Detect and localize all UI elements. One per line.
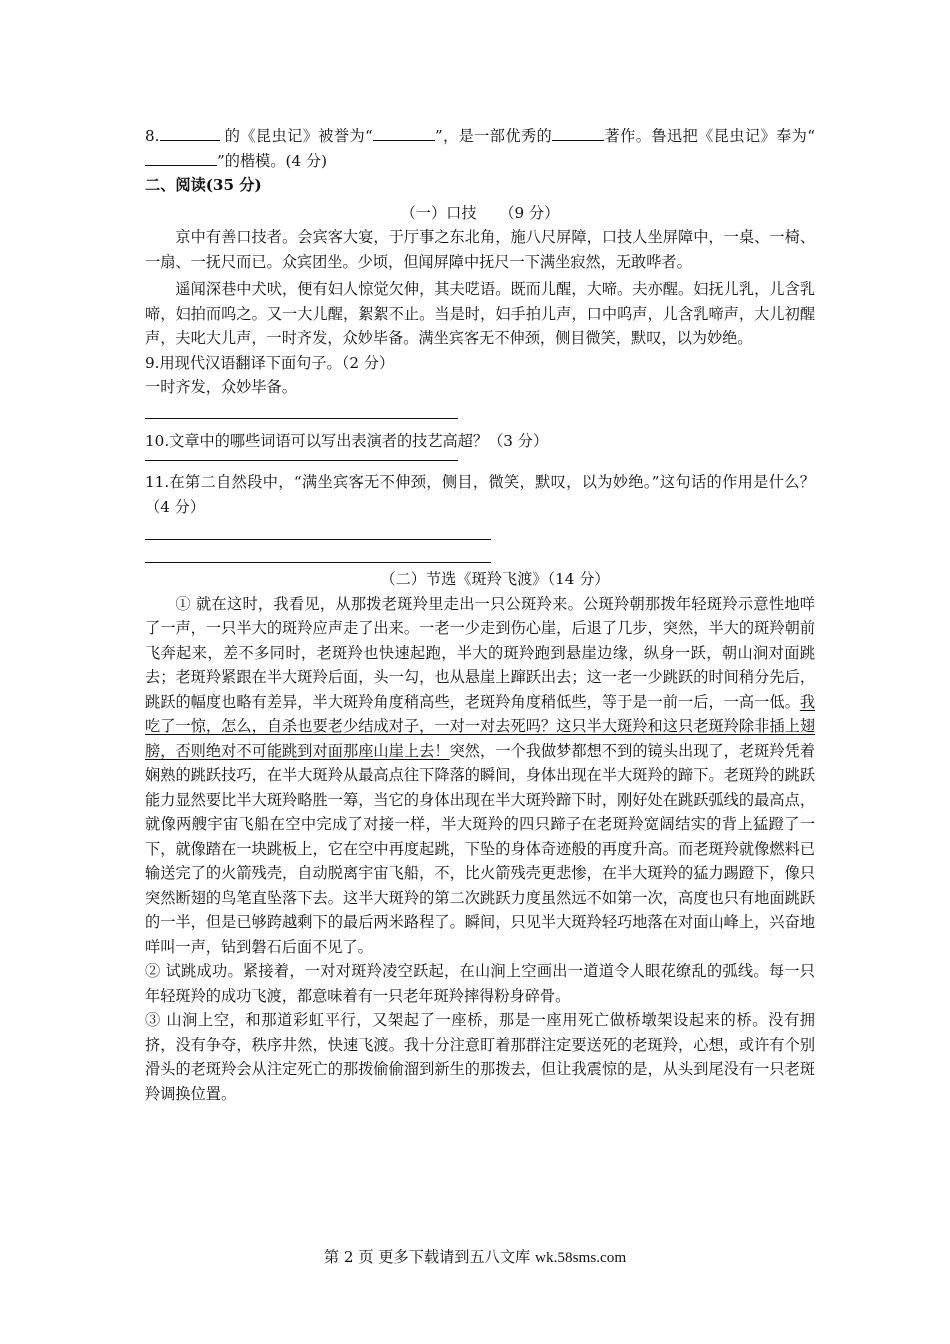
answer-blank[interactable] — [145, 149, 217, 166]
section-heading: 二、阅读(35 分) — [145, 176, 262, 194]
underlined-sentence: 我吃了一惊，怎么，自杀也要老少结成对子，一对一对去死吗？这只半大斑羚和这只老斑羚除非插上翅膀，否则绝对不可能跳到对面那座山崖上去！ — [145, 692, 815, 760]
passage-2-paragraph-3: ③ 山涧上空，和那道彩虹平行，又架起了一座桥，那是一座用死亡做桥墩架设起来的桥。没有拥挤，没有争夺，秩序井然，快速飞渡。我十分注意盯着那群注定要送死的老斑羚，心想，或许有个别滑头的老斑羚会从注定死亡的那拨偷偷溜到新生的那拨去，但让我震惊的是，从头到尾没有一只老斑羚调换位置。 — [145, 1011, 815, 1103]
q8-number: 8. — [145, 127, 160, 145]
passage-1-paragraph: 遥闻深巷中犬吠，便有妇人惊觉欠伸，其夫呓语。既而儿醒，大啼。夫亦醒。妇抚儿乳，儿含乳啼，妇拍而呜之。又一大儿醒，絮絮不止。当是时，妇手拍儿声，口中呜声，儿含乳啼声，大儿初醒声，夫叱大儿声，一时齐发，众妙毕备。满坐宾客无不伸颈，侧目微笑，默叹，以为妙绝。 — [145, 280, 815, 347]
question-9: 9.用现代汉语翻译下面句子。（2 分） — [145, 353, 395, 372]
q8-text-1: 的《昆虫记》被誉为“ — [224, 127, 373, 145]
paragraph-text: ① 就在这时，我看见，从那拨老斑羚里走出一只公斑羚来。公斑羚朝那拨年轻斑羚示意性地咩了一声，一只半大的斑羚应声走了出来。一老一少走到伤心崖，后退了几步，突然，半大的斑羚朝前飞奔起来，差不多同时，老斑羚也快速起跑，半大的斑羚跑到悬崖边缘，纵身一跃，朝山涧对面跳去；老斑羚紧跟在半大斑羚后面，头一勾，也从悬崖上蹿跃出去；这一老一少跳跃的时间稍分先后，跳跃的幅度也略有差异，半大斑羚角度稍高些，老斑羚角度稍低些，等于是一前一后，一高一低。 — [145, 594, 815, 711]
passage-1-paragraph: 京中有善口技者。会宾客大宴，于厅事之东北角，施八尺屏障，口技人坐屏障中，一桌、一椅、一扇、一抚尺而已。众宾团坐。少顷，但闻屏障中抚尺一下满坐寂然，无敢哗者。 — [145, 228, 815, 271]
question-8 — [145, 124, 815, 173]
q8-text-3: 著作。鲁迅把《昆虫 — [604, 127, 745, 145]
question-9-sentence: 一时齐发，众妙毕备。 — [145, 378, 297, 396]
question-10: 10.文章中的哪些词语可以写出表演者的技艺高超？（3 分） — [145, 431, 549, 450]
q8-text-4: 记》奉为“ — [744, 127, 816, 145]
passage-2-paragraph-2: ② 试跳成功。紧接着，一对对斑羚凌空跃起，在山涧上空画出一道道令人眼花缭乱的弧线。每一只年轻斑羚的成功飞渡，都意味着有一只老年斑羚摔得粉身碎骨。 — [145, 962, 815, 1005]
question-11: 11.在第二自然段中，“满坐宾客无不伸颈，侧目，微笑，默叹，以为妙绝。”这句话的作用是什么？（4 分） — [145, 473, 815, 516]
passage-2-title: （二）节选《斑羚飞渡》（14 分） — [380, 570, 610, 588]
footer-link[interactable]: wk.58sms.com — [535, 1249, 627, 1266]
exam-page — [145, 124, 815, 1106]
answer-blank[interactable] — [373, 124, 435, 141]
answer-line[interactable] — [145, 460, 458, 461]
answer-line[interactable] — [145, 418, 458, 419]
answer-blank[interactable] — [552, 124, 604, 141]
answer-blank[interactable] — [160, 124, 220, 141]
paragraph-text: 突然，一个我做梦都想不到的镜头出现了，老斑羚凭着娴熟的跳跃技巧，在半大斑羚从最高点往下降落的瞬间，身体出现在半大斑羚的蹄下。老斑羚的跳跃能力显然要比半大斑羚略胜一筹，当它的身体出现在半大斑羚蹄下时，刚好处在跳跃弧线的最高点，就像两艘宇宙飞船在空中完成了对接一样，半大斑羚的四只蹄子在老斑羚宽阔结实的背上猛蹬了一下，就像踏在一块跳板上，它在空中再度起跳，下坠的身体奇迹般的再度升高。而老斑羚就像燃料已输送完了的火箭残壳，自动脱离宇宙飞船，不，比火箭残壳更悲惨，在半大斑羚的猛力踢蹬下，像只突然断翅的鸟笔直坠落下去。这半大斑羚的第二次跳跃力度虽然远不如第一次，高度也只有地面跳跃的一半，但是已够跨越剩下的最后两米路程了。瞬间，只见半大斑羚轻巧地落在对面山峰上，兴奋地咩叫一声，钻到磐石后面不见了。 — [145, 741, 816, 956]
footer-text: 第 2 页 更多下载请到五八文库 — [323, 1248, 536, 1266]
page-footer — [0, 1246, 950, 1267]
answer-line[interactable] — [145, 562, 491, 563]
answer-line[interactable] — [145, 539, 491, 540]
q8-text-5: ”的楷模。(4 分) — [217, 151, 328, 170]
passage-1-title: （一）口技 （9 分） — [400, 203, 560, 222]
passage-2-paragraph-1 — [145, 592, 815, 960]
q8-text-2: ”，是一部优秀的 — [434, 127, 553, 145]
